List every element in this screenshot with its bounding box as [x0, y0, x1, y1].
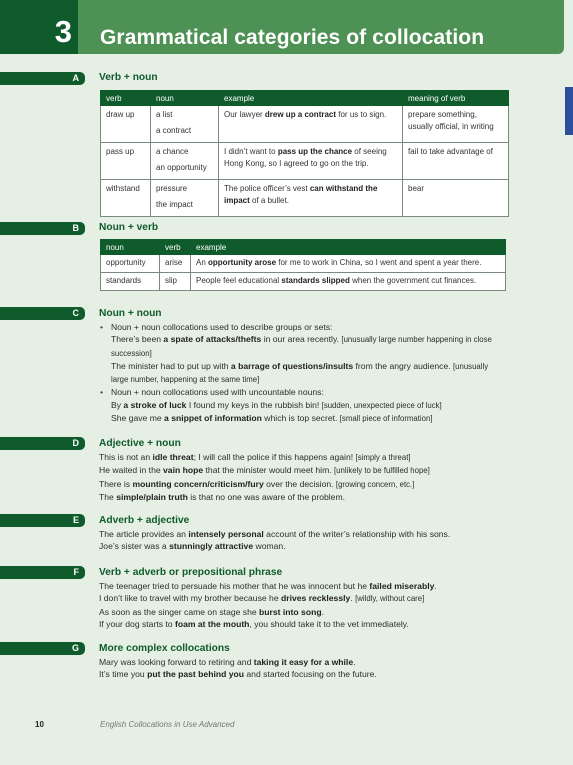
section-a-tab: A	[0, 72, 85, 85]
verb-cell: withstand	[101, 180, 151, 217]
collocation-highlight: stunningly attractive	[169, 541, 254, 552]
collocation-highlight: drew up a contract	[264, 110, 337, 119]
section-f-title: Verb + adverb or prepositional phrase	[99, 567, 283, 578]
verb-cell: pass up	[101, 143, 151, 180]
example-text: An	[196, 258, 209, 267]
column-header: example	[219, 91, 403, 106]
unit-number: 3	[0, 0, 78, 54]
column-header: meaning of verb	[403, 91, 509, 106]
gloss: [sudden, unexpected piece of luck]	[321, 400, 442, 410]
gloss: [growing concern, etc.]	[335, 479, 415, 489]
bullet-point: • Noun + noun collocations used to describe groups or sets:	[99, 321, 499, 333]
book-title: English Collocations in Use Advanced	[100, 720, 235, 729]
example-cell	[191, 273, 506, 291]
example-sentence: The article provides an intensely personal account of the writer’s relationship with his sons.	[99, 529, 451, 539]
column-header: verb	[160, 240, 191, 255]
table-header-row	[101, 240, 506, 255]
section-c-body	[99, 321, 499, 425]
section-g-body	[99, 656, 539, 681]
table-row	[101, 255, 506, 273]
example-sentence: I don’t like to travel with my brother because he drives recklessly. [wildly, without care]	[99, 593, 425, 604]
collocation-highlight: put the past behind you	[147, 669, 245, 680]
gloss: [unusually large number, happening at the same time]	[111, 361, 489, 385]
table-row	[101, 273, 506, 291]
bullet-point: • Noun + noun collocations used with uncountable nouns:	[99, 386, 499, 398]
column-header: noun	[151, 91, 219, 106]
example-cell	[191, 255, 506, 273]
section-f-tab: F	[0, 566, 85, 579]
column-header: noun	[101, 240, 160, 255]
section-e-title: Adverb + adjective	[99, 515, 190, 526]
example-sentence: The minister had to put up with a barrage of questions/insults from the angry audience. [unusually large number, happening at the same time]	[111, 360, 489, 385]
noun-cell	[151, 143, 219, 180]
column-header: example	[191, 240, 506, 255]
collocation-highlight: a snippet of information	[164, 413, 262, 424]
example-sentence: It’s time you put the past behind you and started focusing on the future.	[99, 669, 377, 680]
gloss: [unusually large number happening in close succession]	[111, 335, 492, 358]
gloss: [simply a threat]	[355, 453, 411, 462]
example-cell	[219, 143, 403, 180]
example-text: of a bullet.	[249, 196, 289, 205]
verb-cell: slip	[160, 273, 191, 291]
example-cell	[219, 180, 403, 217]
collocation-highlight: drives recklessly	[281, 593, 351, 604]
section-e-body	[99, 528, 529, 553]
collocation-highlight: a stroke of luck	[123, 399, 187, 410]
noun-cell: opportunity	[101, 255, 160, 273]
example-sentence: She gave me a snippet of information which is top secret. [small piece of information]	[111, 413, 433, 424]
collocation-highlight: pass up the chance	[277, 147, 353, 156]
gloss: [unlikely to be fulfilled hope]	[334, 466, 430, 476]
collocation-highlight: idle threat	[152, 452, 194, 462]
page-number: 10	[35, 720, 44, 729]
noun-item: a list	[156, 110, 173, 119]
collocation-highlight: simple/plain truth	[116, 491, 188, 502]
section-d-body	[99, 451, 519, 503]
side-thumb-tab	[565, 87, 573, 135]
section-d-title: Adjective + noun	[99, 438, 181, 449]
example-sentence: If your dog starts to foam at the mouth, you should take it to the vet immediately.	[99, 618, 409, 629]
example-text: I didn’t want to	[224, 147, 278, 156]
section-f-body	[99, 580, 539, 630]
section-c-tab: C	[0, 307, 85, 320]
collocation-highlight: a spate of attacks/thefts	[163, 334, 262, 345]
table-row	[101, 106, 509, 143]
table-row	[101, 180, 509, 217]
example-text: when the government cut finances.	[349, 276, 477, 285]
noun-item: an opportunity	[156, 163, 207, 172]
table-header-row	[101, 91, 509, 106]
collocation-highlight: mounting concern/criticism/fury	[132, 478, 264, 489]
unit-header	[0, 0, 564, 54]
collocation-highlight: a barrage of questions/insults	[230, 360, 354, 371]
example-sentence: He waited in the vain hope that the minister would meet him. [unlikely to be fulfilled hope]	[99, 465, 430, 476]
collocation-highlight: burst into song	[259, 606, 322, 617]
column-header: verb	[101, 91, 151, 106]
example-sentence: This is not an idle threat; I will call the police if this happens again! [simply a threat]	[99, 452, 411, 462]
meaning-cell: bear	[403, 180, 509, 217]
gloss: [small piece of information]	[339, 414, 433, 424]
example-text: The police officer’s vest	[224, 184, 310, 193]
example-sentence: Joe’s sister was a stunningly attractive woman.	[99, 541, 286, 552]
section-g-title: More complex collocations	[99, 643, 230, 654]
example-sentence: There’s been a spate of attacks/thefts in our area recently. [unusually large number happening in close succession]	[111, 334, 492, 358]
example-text: for me to work in China, so I went and spent a year there.	[276, 258, 482, 267]
section-g-tab: G	[0, 642, 85, 655]
noun-cell	[151, 106, 219, 143]
collocation-highlight: failed miserably	[369, 581, 435, 591]
section-b-title: Noun + verb	[99, 222, 159, 233]
example-text: People feel educational	[196, 276, 282, 285]
noun-item: a contract	[156, 126, 192, 135]
collocation-highlight: intensely personal	[188, 529, 264, 539]
example-text: for us to sign.	[336, 110, 387, 119]
verb-cell: draw up	[101, 106, 151, 143]
noun-item: the impact	[156, 200, 193, 209]
example-sentence: By a stroke of luck I found my keys in the rubbish bin! [sudden, unexpected piece of luck]	[111, 399, 442, 410]
example-text: of seeing Hong Kong, so I agreed to go on the trip.	[224, 147, 387, 168]
collocation-highlight: vain hope	[163, 465, 204, 476]
meaning-cell: prepare something, usually official, in writing	[403, 106, 509, 143]
section-c-title: Noun + noun	[99, 308, 162, 319]
example-cell	[219, 106, 403, 143]
verb-noun-table	[100, 90, 509, 217]
gloss: [wildly, without care]	[355, 594, 425, 604]
meaning-cell: fail to take advantage of	[403, 143, 509, 180]
table-row	[101, 143, 509, 180]
noun-cell	[151, 180, 219, 217]
noun-item: a chance	[156, 147, 189, 156]
example-text: Our lawyer	[224, 110, 265, 119]
collocation-highlight: foam at the mouth	[174, 618, 250, 629]
noun-verb-table	[100, 239, 506, 291]
unit-title: Grammatical categories of collocation	[100, 26, 485, 49]
example-sentence: Mary was looking forward to retiring and taking it easy for a while.	[99, 657, 356, 667]
example-sentence: There is mounting concern/criticism/fury over the decision. [growing concern, etc.]	[99, 478, 415, 489]
noun-item: pressure	[156, 184, 188, 193]
example-sentence: The simple/plain truth is that no one was aware of the problem.	[99, 491, 345, 502]
noun-cell: standards	[101, 273, 160, 291]
section-a-title: Verb + noun	[99, 72, 158, 83]
example-sentence: As soon as the singer came on stage she burst into song.	[99, 606, 324, 617]
section-e-tab: E	[0, 514, 85, 527]
section-d-tab: D	[0, 437, 85, 450]
collocation-highlight: can withstand the impact	[224, 184, 378, 205]
verb-cell: arise	[160, 255, 191, 273]
collocation-highlight: taking it easy for a while	[253, 657, 354, 667]
example-sentence: The teenager tried to persuade his mother that he was innocent but he failed miserably.	[99, 581, 437, 591]
collocation-highlight: opportunity arose	[208, 258, 277, 267]
section-b-tab: B	[0, 222, 85, 235]
collocation-highlight: standards slipped	[281, 276, 350, 285]
